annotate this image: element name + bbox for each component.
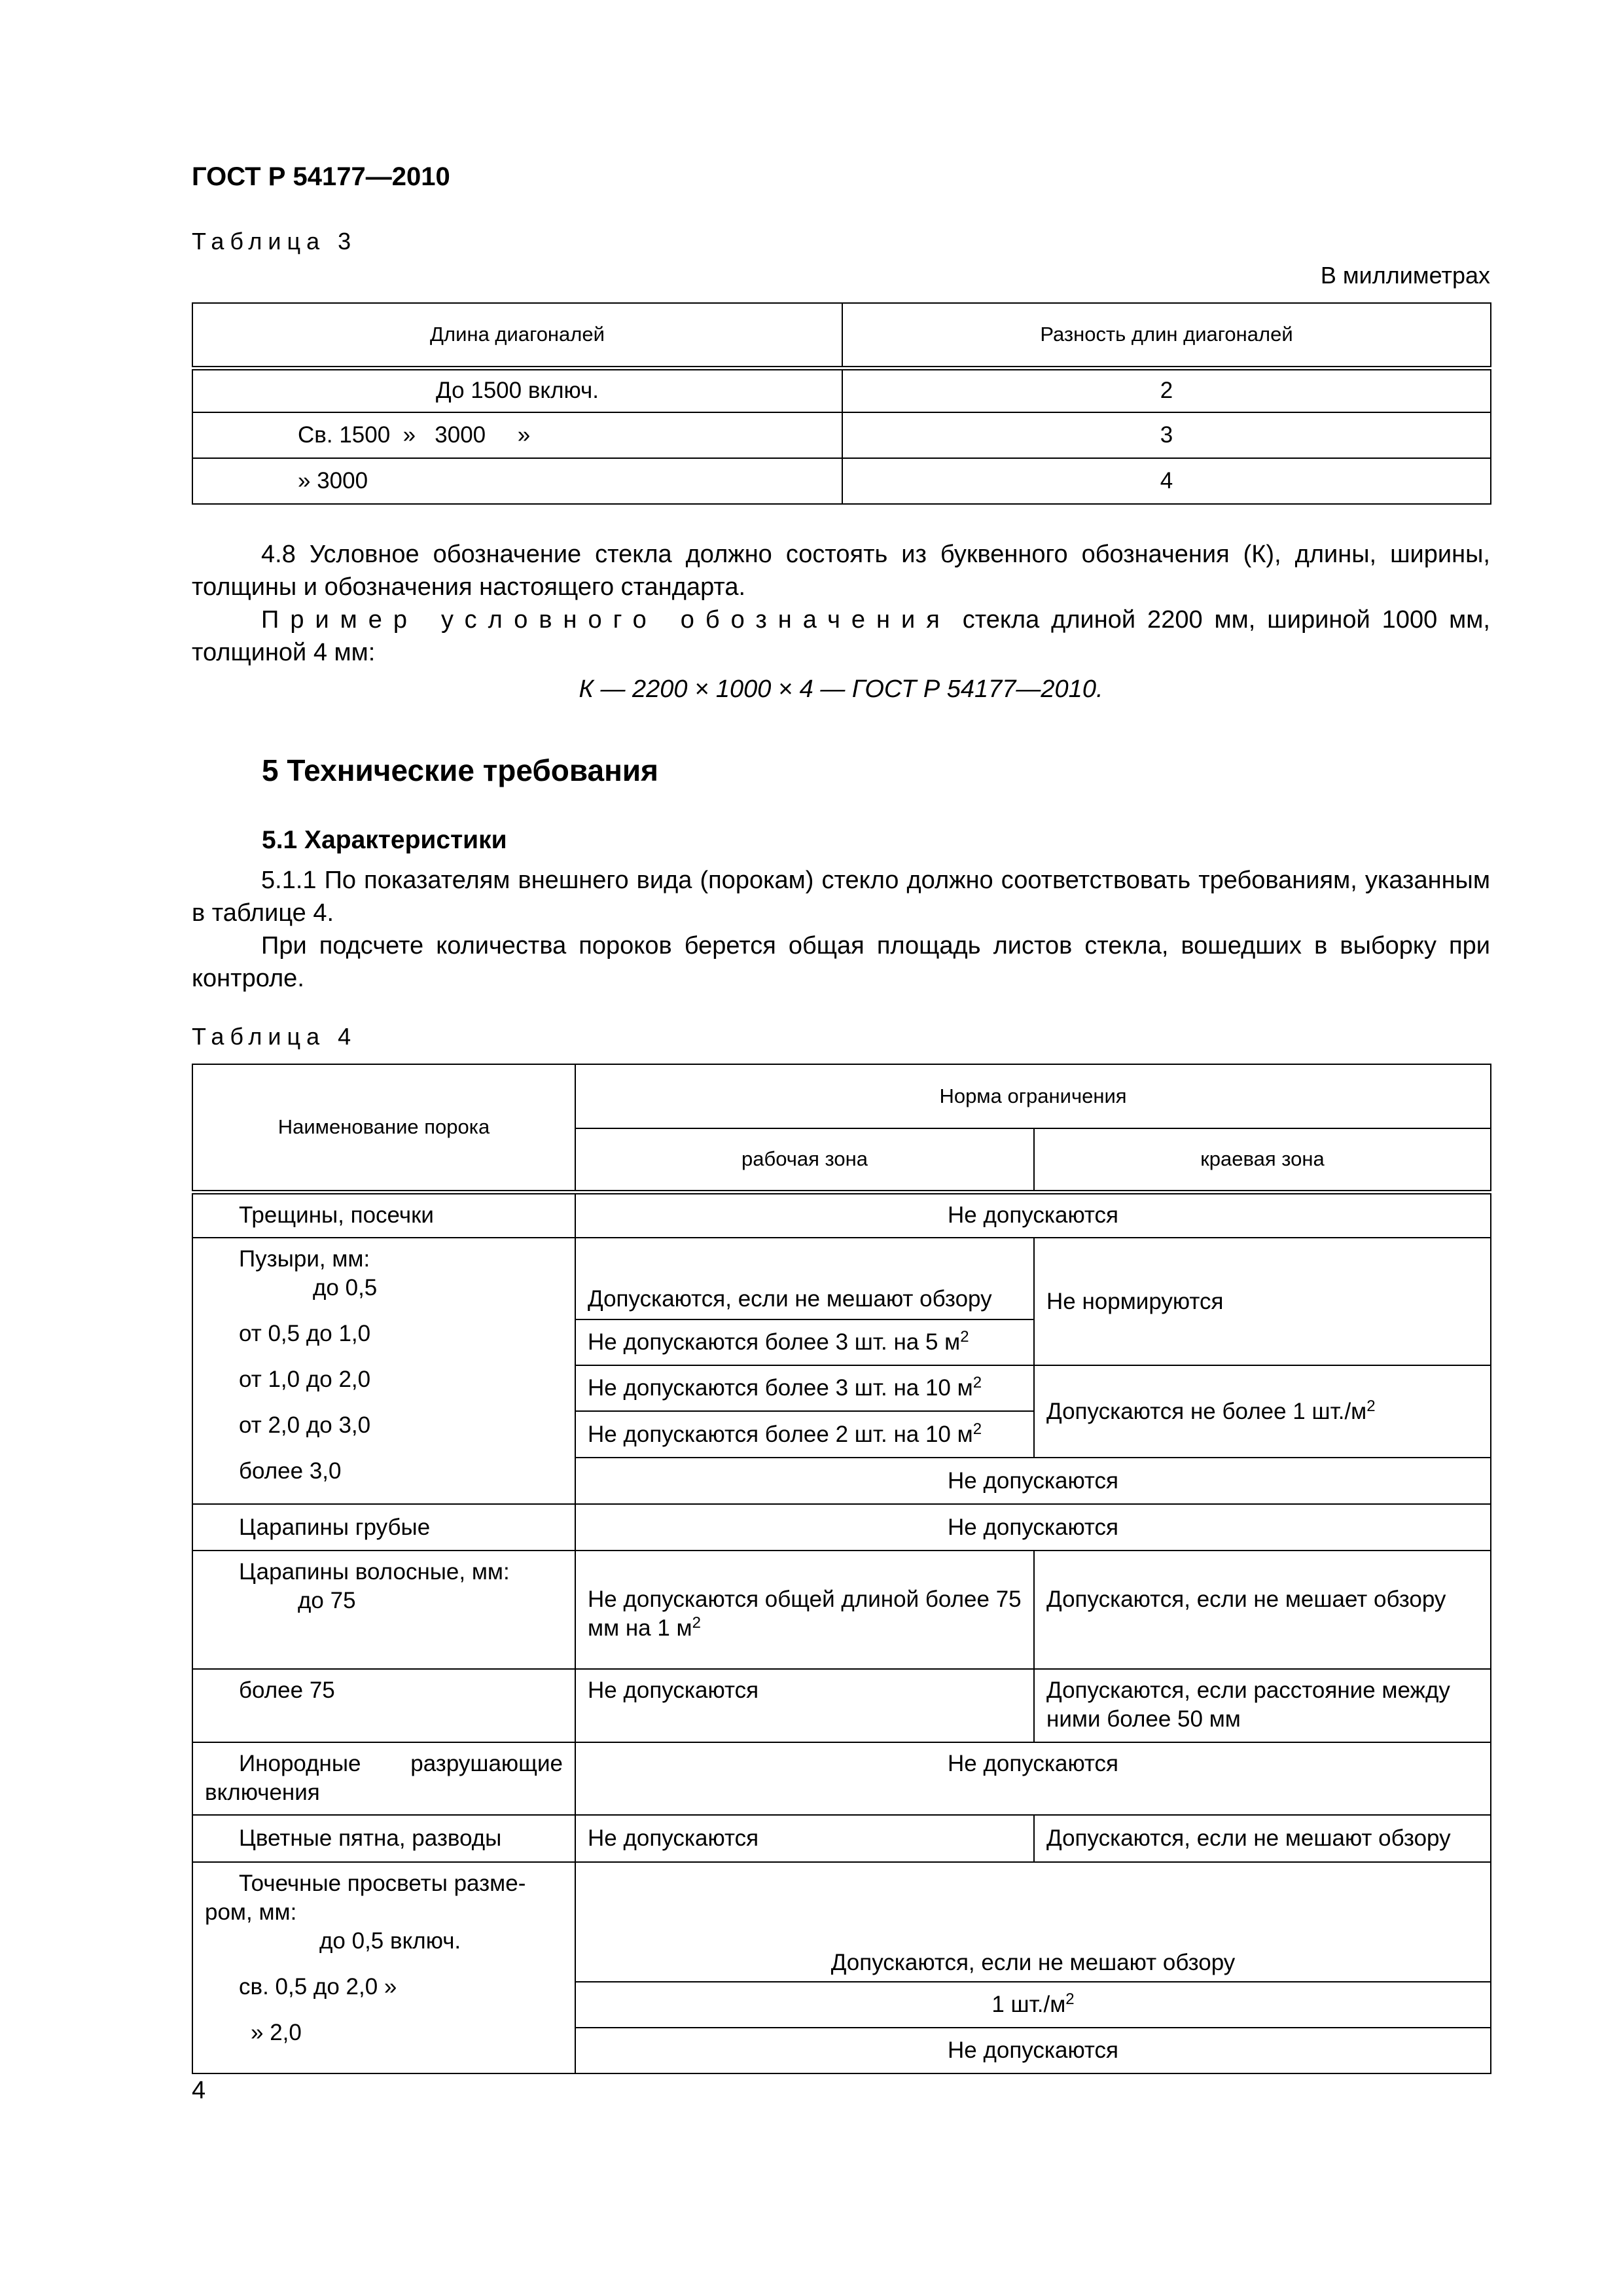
table4-col-edge: краевая зона bbox=[1034, 1128, 1491, 1192]
table-row bbox=[192, 412, 1491, 458]
table3-length: Св. 1500 » 3000 » bbox=[192, 412, 842, 458]
defect-norm: Не допускаются bbox=[575, 1504, 1491, 1551]
table3-col-diff: Разность длин диагоналей bbox=[842, 303, 1491, 368]
hair-label: Царапины волосные, мм: bbox=[239, 1559, 510, 1585]
bubbles-edge-a: Не нормируются bbox=[1034, 1238, 1491, 1365]
pinholes-size-3: » 2,0 bbox=[251, 2020, 302, 2045]
document-code: ГОСТ Р 54177—2010 bbox=[192, 162, 450, 191]
pinholes-size-2: св. 0,5 до 2,0 » bbox=[239, 1974, 397, 2000]
table3-diff: 3 bbox=[842, 412, 1491, 458]
designation-formula: К — 2200 × 1000 × 4 — ГОСТ Р 54177—2010. bbox=[579, 675, 1103, 703]
bubbles-size-5: более 3,0 bbox=[239, 1458, 342, 1484]
defect-name-pinholes bbox=[192, 1862, 575, 2073]
table3-length: » 3000 bbox=[192, 458, 842, 504]
page-number: 4 bbox=[192, 2077, 206, 2104]
defect-name: Царапины грубые bbox=[192, 1504, 575, 1551]
table3-diff: 2 bbox=[842, 368, 1491, 412]
bubbles-work-3: Не допускаются более 3 шт. на 10 $м^2$ bbox=[575, 1365, 1034, 1411]
pinholes-size-1: до 0,5 включ. bbox=[319, 1928, 461, 1954]
clause-4-8-text: 4.8 Условное обозначение стекла должно состоять из буквенного обозначения (К), длины, ширины, толщины и обозначения настоящего стандарта. bbox=[192, 541, 1490, 601]
table-row bbox=[192, 1238, 1491, 1319]
clause-4-8 bbox=[192, 538, 1490, 669]
hair-size-1: до 75 bbox=[298, 1588, 356, 1613]
pinholes-norm-1: Допускаются, если не мешают обзору bbox=[575, 1862, 1491, 1982]
clause-5-1-1: 5.1.1 По показателям внешнего вида (порокам) стекло должно соответствовать требованиям, указанным в таблице 4. bbox=[192, 867, 1490, 927]
pinholes-norm-3: Не допускаются bbox=[575, 2028, 1491, 2073]
bubbles-size-1: до 0,5 bbox=[313, 1275, 378, 1300]
defect-name-bubbles bbox=[192, 1238, 575, 1504]
bubbles-size-3: от 1,0 до 2,0 bbox=[239, 1367, 371, 1392]
defect-name-inclusions bbox=[192, 1742, 575, 1815]
table3-caption: Таблица 3 bbox=[192, 228, 357, 255]
hair-edge-1: Допускаются, если не мешает обзору bbox=[1034, 1551, 1491, 1669]
table-row bbox=[192, 1862, 1491, 1982]
section-5-1-title: 5.1 Характеристики bbox=[262, 826, 507, 854]
table-row bbox=[192, 458, 1491, 504]
table-row bbox=[192, 1815, 1491, 1862]
bubbles-norm-5: Не допускаются bbox=[575, 1458, 1491, 1504]
defect-name-hair bbox=[192, 1551, 575, 1669]
stains-edge: Допускаются, если не мешают обзору bbox=[1034, 1815, 1491, 1862]
bubbles-edge-b: Допускаются не более 1 $шт./м^2$ bbox=[1034, 1365, 1491, 1458]
table3-unit: В миллиметрах bbox=[1320, 262, 1490, 289]
table-row bbox=[192, 1192, 1491, 1238]
table4-col-defect: Наименование порока bbox=[192, 1064, 575, 1192]
table3 bbox=[192, 302, 1491, 505]
pinholes-label-2: ром, мм: bbox=[205, 1899, 297, 1925]
hair-work-2: Не допускаются bbox=[575, 1669, 1034, 1742]
pinholes-label-1: Точечные просветы разме- bbox=[239, 1871, 526, 1896]
table4-col-norm: Норма ограничения bbox=[575, 1064, 1491, 1128]
table3-length: До 1500 включ. bbox=[192, 368, 842, 412]
defect-name: Трещины, посечки bbox=[192, 1192, 575, 1238]
clause-4-8-example bbox=[192, 603, 1490, 669]
table3-diff: 4 bbox=[842, 458, 1491, 504]
table-row bbox=[192, 368, 1491, 412]
inclusions-word-2: разрушающие bbox=[410, 1751, 563, 1776]
bubbles-work-2: Не допускаются более 3 шт. на 5 $м^2$ bbox=[575, 1319, 1034, 1365]
bubbles-work-4: Не допускаются более 2 шт. на 10 $м^2$ bbox=[575, 1411, 1034, 1458]
inclusions-word-3: включения bbox=[205, 1780, 320, 1805]
bubbles-size-2: от 0,5 до 1,0 bbox=[239, 1321, 371, 1346]
bubbles-label: Пузыри, мм: bbox=[239, 1246, 370, 1272]
stains-work: Не допускаются bbox=[575, 1815, 1034, 1862]
hair-size-2: более 75 bbox=[192, 1669, 575, 1742]
table4-col-work: рабочая зона bbox=[575, 1128, 1034, 1192]
defect-name: Цветные пятна, разводы bbox=[192, 1815, 575, 1862]
hair-edge-2: Допускаются, если расстояние между ними более 50 мм bbox=[1034, 1669, 1491, 1742]
bubbles-size-4: от 2,0 до 3,0 bbox=[239, 1412, 371, 1438]
table4 bbox=[192, 1064, 1491, 2074]
section-5-text bbox=[192, 864, 1490, 995]
table-row bbox=[192, 1551, 1491, 1669]
clause-5-1-1-note: При подсчете количества пороков берется общая площадь листов стекла, вошедших в выборку при контроле. bbox=[192, 932, 1490, 992]
table-row bbox=[192, 1669, 1491, 1742]
section-5-title: 5 Технические требования bbox=[262, 753, 658, 787]
table-row bbox=[192, 1504, 1491, 1551]
table4-caption: Таблица 4 bbox=[192, 1023, 357, 1050]
example-lead: Пример условного обозначения bbox=[261, 606, 951, 634]
bubbles-work-1: Допускаются, если не мешают обзору bbox=[575, 1238, 1034, 1319]
table-row bbox=[192, 1742, 1491, 1815]
inclusions-norm: Не допускаются bbox=[575, 1742, 1491, 1815]
example-rest: стекла длиной 2200 мм, шириной 1000 мм, толщиной 4 мм: bbox=[192, 606, 1490, 666]
table3-col-length: Длина диагоналей bbox=[192, 303, 842, 368]
hair-work-1: Не допускаются общей длиной более 75 мм на 1 $м^2$ bbox=[575, 1551, 1034, 1669]
defect-norm: Не допускаются bbox=[575, 1192, 1491, 1238]
inclusions-word-1: Инородные bbox=[239, 1751, 361, 1776]
pinholes-norm-2: 1 $шт./м^2$ bbox=[575, 1982, 1491, 2028]
